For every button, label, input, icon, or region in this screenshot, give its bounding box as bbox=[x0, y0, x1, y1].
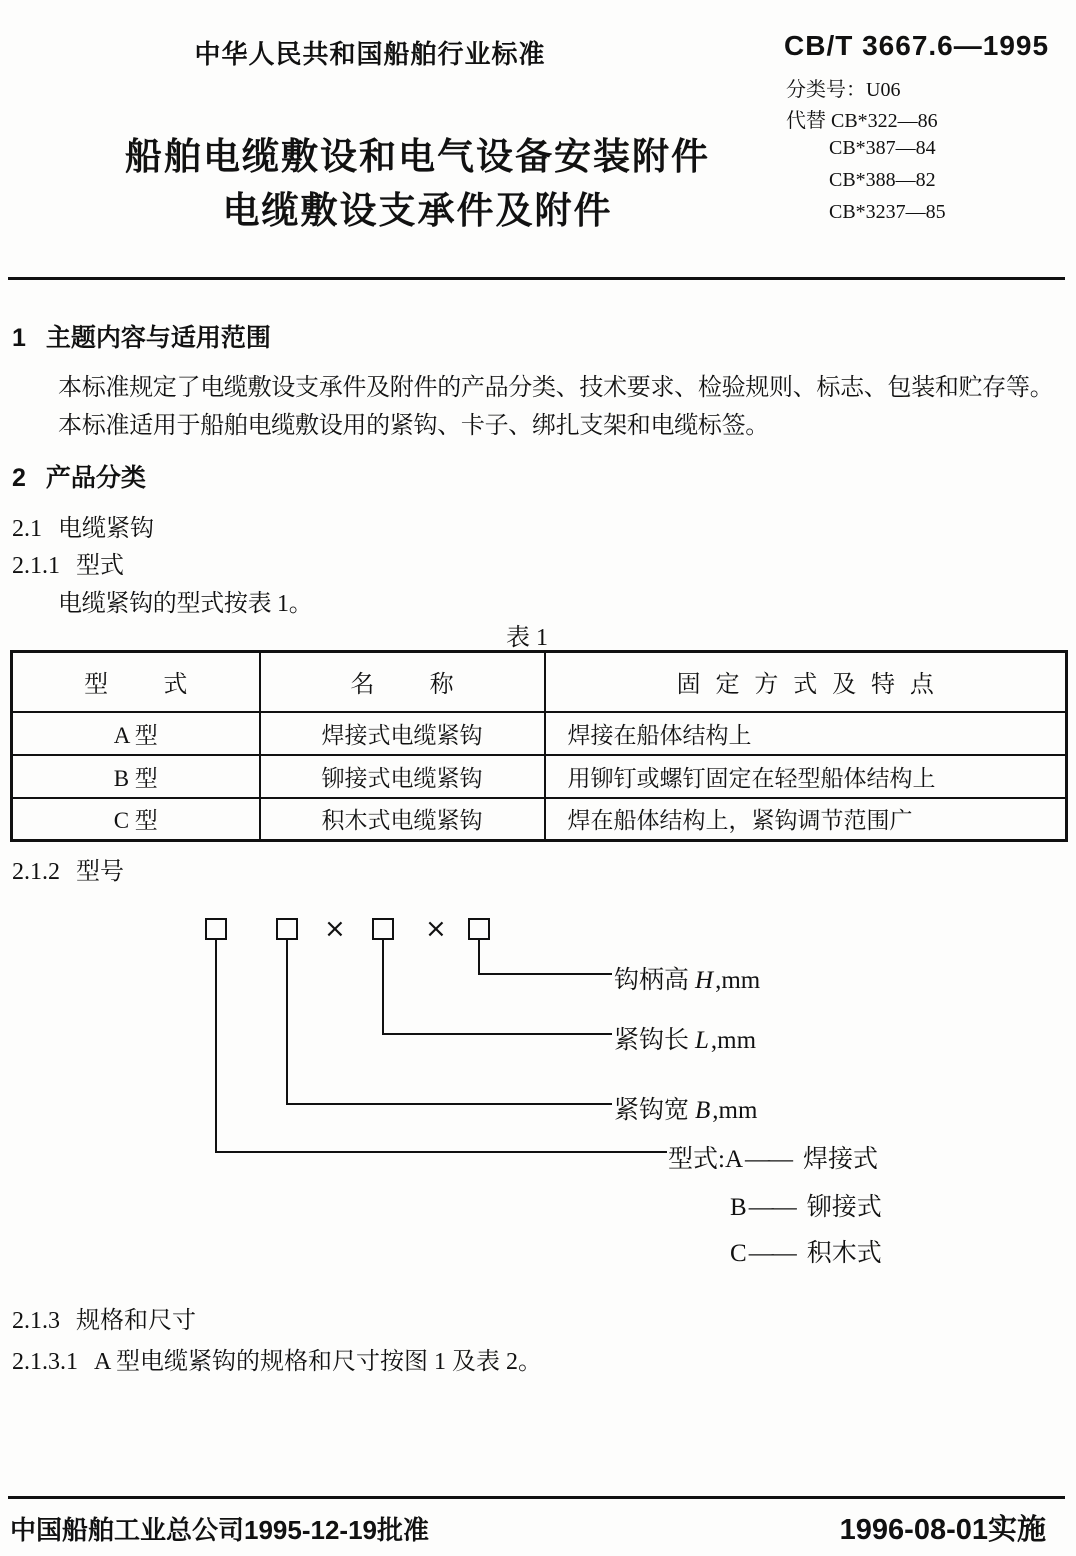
cell-fixing: 焊接在船体结构上 bbox=[545, 712, 1067, 755]
section-number: 2.1.2 bbox=[12, 859, 60, 885]
dim-variable: L bbox=[695, 1027, 709, 1054]
table-1-caption: 表 1 bbox=[506, 625, 548, 651]
section-2-1-3-heading bbox=[12, 1300, 196, 1335]
section-number: 1 bbox=[12, 324, 26, 352]
replaces-standard-1: 代替 CB*322—86 bbox=[786, 110, 938, 132]
dim-unit: ,mm bbox=[715, 967, 761, 994]
dim-label-hook-width bbox=[614, 1090, 757, 1126]
standard-number: CB/T 3667.6—1995 bbox=[784, 30, 1050, 61]
dim-unit: ,mm bbox=[712, 1097, 758, 1124]
dim-label-hook-handle-height bbox=[614, 960, 760, 996]
model-format-box-type bbox=[205, 918, 227, 940]
table-row bbox=[12, 712, 1067, 755]
leader-line-horizontal-length bbox=[382, 1033, 612, 1035]
type-value: 积木式 bbox=[806, 1240, 882, 1267]
cell-type: B 型 bbox=[12, 755, 260, 798]
replaces-standard-4: CB*3237—85 bbox=[829, 201, 946, 223]
col-header-fixing: 固定方式及特点 bbox=[545, 652, 1067, 712]
type-dash: —— bbox=[748, 1240, 795, 1267]
standard-class-heading: 中华人民共和国船舶行业标准 bbox=[194, 39, 546, 69]
replaces-standard-3: CB*388—82 bbox=[829, 169, 936, 191]
leader-line-vertical-height bbox=[478, 940, 480, 975]
leader-line-vertical-type bbox=[215, 940, 217, 1153]
section-number: 2.1.3.1 bbox=[12, 1349, 78, 1375]
replaces-standard-2: CB*387—84 bbox=[829, 137, 936, 159]
model-format-box-length bbox=[372, 918, 394, 940]
leader-line-horizontal-width bbox=[286, 1103, 612, 1105]
section-2-1-heading bbox=[12, 508, 154, 543]
table-row bbox=[12, 798, 1067, 841]
section-title: 主题内容与适用范围 bbox=[45, 324, 271, 352]
model-format-box-width bbox=[276, 918, 298, 940]
type-key: 型式:A bbox=[668, 1146, 744, 1173]
leader-line-horizontal-height bbox=[478, 973, 612, 975]
dim-variable: H bbox=[695, 967, 714, 994]
section-title: 规格和尺寸 bbox=[76, 1308, 196, 1334]
table-row bbox=[12, 755, 1067, 798]
type-value: 焊接式 bbox=[803, 1146, 879, 1173]
table-1 bbox=[10, 650, 1068, 842]
section-1-paragraph-2: 本标准适用于船舶电缆敷设用的紧钩、卡子、绑扎支架和电缆标签。 bbox=[58, 413, 769, 439]
cell-fixing: 焊在船体结构上，紧钩调节范围广 bbox=[545, 798, 1067, 841]
dim-unit: ,mm bbox=[710, 1027, 757, 1054]
footer-effective-date: 1996-08-01实施 bbox=[839, 1514, 1046, 1546]
header-divider-rule bbox=[8, 277, 1065, 280]
dim-label-hook-length bbox=[614, 1020, 756, 1056]
document-title-line2: 电缆敷设支承件及附件 bbox=[222, 190, 613, 231]
footer-divider-rule bbox=[8, 1496, 1065, 1499]
section-2-1-1-text: 电缆紧钩的型式按表 1。 bbox=[58, 591, 313, 617]
classification-number: 分类号：U06 bbox=[786, 79, 901, 101]
model-format-box-height bbox=[468, 918, 490, 940]
section-title: 型号 bbox=[76, 859, 124, 885]
multiply-sign: × bbox=[425, 914, 447, 944]
leader-line-vertical-length bbox=[382, 940, 384, 1035]
type-key: C bbox=[730, 1240, 747, 1267]
footer-approval: 中国船舶工业总公司1995-12-19批准 bbox=[10, 1515, 429, 1545]
section-title: 产品分类 bbox=[45, 464, 146, 492]
section-2-1-2-heading bbox=[12, 851, 124, 886]
section-number: 2.1 bbox=[12, 516, 42, 542]
section-1-paragraph-1: 本标准规定了电缆敷设支承件及附件的产品分类、技术要求、检验规则、标志、包装和贮存等。 bbox=[58, 375, 1054, 401]
table-header-row bbox=[12, 652, 1067, 712]
section-title: A 型电缆紧钩的规格和尺寸按图 1 及表 2。 bbox=[94, 1349, 543, 1375]
document-title-line1: 船舶电缆敷设和电气设备安装附件 bbox=[125, 136, 710, 177]
cell-name: 积木式电缆紧钩 bbox=[260, 798, 545, 841]
type-key: B bbox=[730, 1194, 747, 1221]
section-2-1-3-1-heading bbox=[12, 1341, 542, 1376]
section-2-heading bbox=[12, 458, 146, 494]
col-header-name: 名称 bbox=[260, 652, 545, 712]
leader-line-vertical-width bbox=[286, 940, 288, 1105]
cell-name: 焊接式电缆紧钩 bbox=[260, 712, 545, 755]
cell-fixing: 用铆钉或螺钉固定在轻型船体结构上 bbox=[545, 755, 1067, 798]
section-number: 2.1.1 bbox=[12, 553, 60, 579]
cell-type: A 型 bbox=[12, 712, 260, 755]
dim-text: 钩柄高 bbox=[614, 967, 690, 994]
type-dash: —— bbox=[745, 1146, 792, 1173]
section-2-1-1-heading bbox=[12, 545, 124, 580]
dim-text: 紧钩长 bbox=[614, 1027, 690, 1054]
section-title: 型式 bbox=[76, 553, 124, 579]
type-label-welded bbox=[668, 1139, 878, 1175]
section-number: 2 bbox=[12, 464, 26, 492]
section-number: 2.1.3 bbox=[12, 1308, 60, 1334]
dim-variable: B bbox=[695, 1097, 711, 1124]
multiply-sign: × bbox=[324, 914, 346, 944]
type-label-building-block bbox=[730, 1233, 882, 1269]
col-header-type: 型式 bbox=[12, 652, 260, 712]
cell-type: C 型 bbox=[12, 798, 260, 841]
type-value: 铆接式 bbox=[806, 1194, 882, 1221]
leader-line-horizontal-type bbox=[215, 1151, 667, 1153]
type-label-riveted bbox=[730, 1187, 882, 1223]
type-dash: —— bbox=[748, 1194, 795, 1221]
dim-text: 紧钩宽 bbox=[614, 1097, 690, 1124]
section-title: 电缆紧钩 bbox=[58, 516, 154, 542]
section-1-heading bbox=[12, 318, 271, 354]
cell-name: 铆接式电缆紧钩 bbox=[260, 755, 545, 798]
